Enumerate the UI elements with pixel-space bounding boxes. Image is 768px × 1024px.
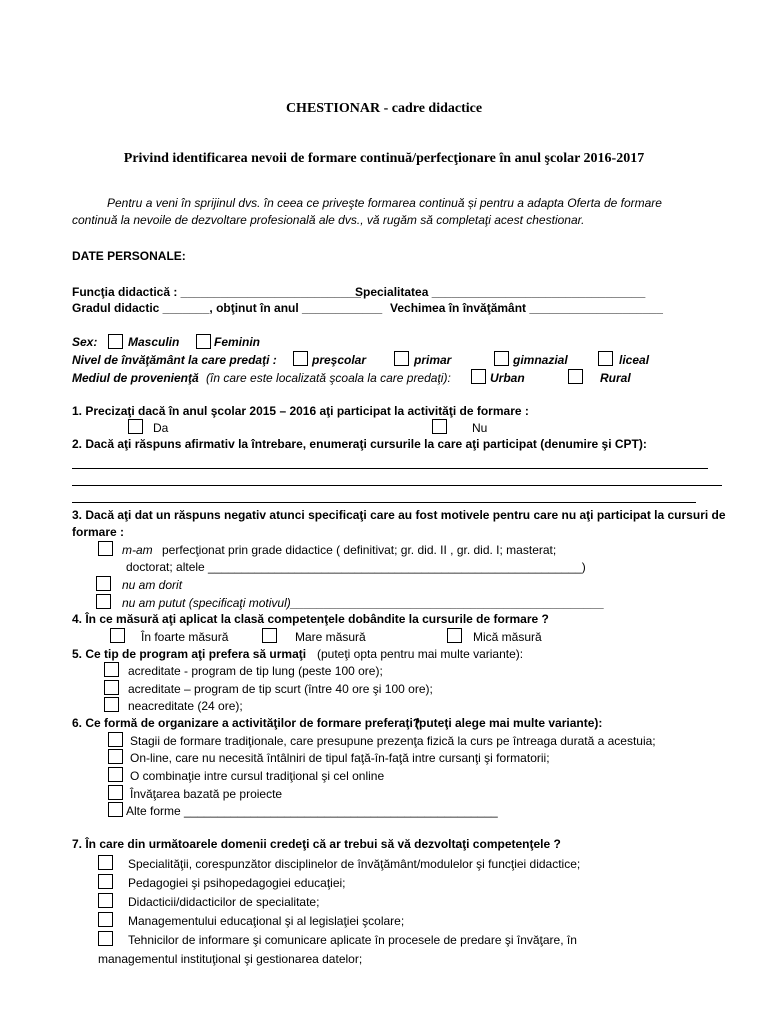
q5-opt1-checkbox[interactable] — [104, 662, 119, 677]
mediul-note: (în care este localizată şcoala la care predaţi): — [206, 371, 451, 385]
q1-nu-label: Nu — [472, 421, 488, 435]
q3-opt1-italic: m-am — [122, 543, 153, 557]
q2-text: 2. Dacă aţi răspuns afirmativ la întrebare, enumeraţi cursurile la care aţi participat (denumire şi CPT): — [72, 437, 647, 451]
q7-opt1-label: Specialităţii, corespunzător disciplinelor de învăţământ/modulelor şi funcţiei didactice; — [128, 857, 581, 871]
q5-opt3-checkbox[interactable] — [104, 697, 119, 712]
q7-opt2-label: Pedagogiei şi psihopedagogiei educaţiei; — [128, 876, 346, 890]
q7-opt5-checkbox[interactable] — [98, 931, 113, 946]
q6-opt3-checkbox[interactable] — [108, 767, 123, 782]
q6-text-note: (puteţi alege mai multe variante): — [415, 716, 603, 730]
gradul-field[interactable]: Gradul didactic _______, obţinut în anul ____________ — [72, 301, 383, 315]
q6-opt4-checkbox[interactable] — [108, 785, 123, 800]
q7-opt4-label: Managementului educaţional şi al legislaţiei şcolare; — [128, 914, 405, 928]
feminin-checkbox[interactable] — [196, 334, 211, 349]
q7-opt2-checkbox[interactable] — [98, 874, 113, 889]
q3-text-line-1: 3. Dacă aţi dat un răspuns negativ atunci specificaţi care au fost motivele pentru care nu aţi participat la cursuri de — [72, 508, 726, 522]
primar-checkbox[interactable] — [394, 351, 409, 366]
q6-opt2-label: On-line, care nu necesită întâlniri de tipul faţă-în-faţă intre cursanţi şi formatorii; — [130, 751, 550, 765]
q5-text-note: (puteţi opta pentru mai multe variante): — [317, 647, 524, 661]
q2-answer-line-1[interactable] — [72, 468, 708, 469]
q6-opt1-checkbox[interactable] — [108, 732, 123, 747]
q3-opt1-checkbox[interactable] — [98, 541, 113, 556]
q1-da-label: Da — [153, 421, 169, 435]
vechimea-field[interactable]: Vechimea în învăţământ ____________________ — [390, 301, 663, 315]
q4-opt3-label: Mică măsură — [473, 630, 542, 644]
urban-checkbox[interactable] — [471, 369, 486, 384]
gimnazial-label: gimnazial — [513, 353, 568, 367]
q7-text: 7. În care din următoarele domenii credeţi că ar trebui să vă dezvoltaţi competenţele ? — [72, 837, 561, 851]
q6-opt3-label: O combinaţie intre cursul tradiţional şi cel online — [130, 769, 385, 783]
primar-label: primar — [414, 353, 452, 367]
q1-nu-checkbox[interactable] — [432, 419, 447, 434]
q3-opt3-label: nu am putut (specificaţi motivul)_______________________________________________ — [122, 596, 605, 610]
q5-opt1-label: acreditate - program de tip lung (peste 100 ore); — [128, 664, 383, 678]
document-title: CHESTIONAR - cadre didactice — [285, 101, 483, 116]
masculin-label: Masculin — [128, 335, 180, 349]
q7-opt5-line-2: managementul instituţional şi gestionarea datelor; — [98, 952, 363, 966]
liceal-label: liceal — [619, 353, 650, 367]
q7-opt3-checkbox[interactable] — [98, 893, 113, 908]
q6-opt4-label: Învăţarea bazată pe proiecte — [130, 787, 283, 801]
mediul-label: Mediul de provenienţă — [72, 371, 199, 385]
q3-opt3-checkbox[interactable] — [96, 594, 111, 609]
q6-opt5-checkbox[interactable] — [108, 802, 123, 817]
q4-opt1-checkbox[interactable] — [110, 628, 125, 643]
q3-text-line-2: formare : — [72, 525, 125, 539]
functia-field[interactable]: Funcţia didactică : ___________________________ — [72, 285, 361, 299]
document-subtitle: Privind identificarea nevoii de formare continuă/perfecţionare în anul şcolar 2016-2017 — [123, 151, 645, 166]
q4-opt2-checkbox[interactable] — [262, 628, 277, 643]
q4-text: 4. În ce măsură aţi aplicat la clasă competenţele dobândite la cursurile de formare ? — [72, 612, 549, 626]
q6-opt2-checkbox[interactable] — [108, 749, 123, 764]
q2-answer-line-2[interactable] — [72, 485, 722, 486]
personal-data-heading: DATE PERSONALE: — [72, 249, 186, 263]
q5-text: 5. Ce tip de program aţi prefera să urmaţi — [72, 647, 307, 661]
q3-opt2-label: nu am dorit — [122, 578, 183, 592]
q2-answer-line-3[interactable] — [72, 502, 696, 503]
q3-opt1-line-2: doctorat; altele ________________________________________________________) — [126, 560, 586, 574]
liceal-checkbox[interactable] — [598, 351, 613, 366]
q5-opt2-label: acreditate – program de tip scurt (între 40 ore şi 100 ore); — [128, 682, 433, 696]
specialitatea-field[interactable]: Specialitatea ________________________________ — [355, 285, 646, 299]
feminin-label: Feminin — [214, 335, 261, 349]
q6-opt1-label: Stagii de formare tradiţionale, care presupune prezenţa fizică la curs pe întreaga durată a acestuia; — [130, 734, 656, 748]
q5-opt2-checkbox[interactable] — [104, 680, 119, 695]
prescolar-checkbox[interactable] — [293, 351, 308, 366]
q1-da-checkbox[interactable] — [128, 419, 143, 434]
q5-opt3-label: neacreditate (24 ore); — [128, 699, 243, 713]
rural-checkbox[interactable] — [568, 369, 583, 384]
q3-opt1-label: perfecţionat prin grade didactice ( definitivat; gr. did. II , gr. did. I; masterat; — [162, 543, 557, 557]
q7-opt4-checkbox[interactable] — [98, 912, 113, 927]
q6-text: 6. Ce formă de organizare a activităţilor de formare preferaţi? — [72, 716, 421, 730]
prescolar-label: preşcolar — [312, 353, 367, 367]
q4-opt2-label: Mare măsură — [295, 630, 366, 644]
nivel-label: Nivel de învăţământ la care predaţi : — [72, 353, 277, 367]
q6-opt5-label[interactable]: Alte forme _______________________________________________ — [126, 804, 498, 818]
masculin-checkbox[interactable] — [108, 334, 123, 349]
intro-line-1: Pentru a veni în sprijinul dvs. în ceea ce priveşte formarea continuă și pentru a adapta Oferta de formare — [107, 196, 662, 210]
q7-opt5-label: Tehnicilor de informare şi comunicare aplicate în procesele de predare şi învăţare, în — [128, 933, 577, 947]
q4-opt1-label: În foarte măsură — [141, 630, 229, 644]
q3-opt2-checkbox[interactable] — [96, 576, 111, 591]
q4-opt3-checkbox[interactable] — [447, 628, 462, 643]
q7-opt1-checkbox[interactable] — [98, 855, 113, 870]
gimnazial-checkbox[interactable] — [494, 351, 509, 366]
intro-line-2: continuă la nevoile de dezvoltare profesională ale dvs., vă rugăm să completaţi acest chestionar. — [72, 213, 585, 227]
rural-label: Rural — [600, 371, 631, 385]
sex-label: Sex: — [72, 335, 98, 349]
q1-text: 1. Precizaţi dacă în anul şcolar 2015 – 2016 aţi participat la activităţi de formare : — [72, 404, 529, 418]
q7-opt3-label: Didacticii/didacticilor de specialitate; — [128, 895, 320, 909]
urban-label: Urban — [490, 371, 525, 385]
